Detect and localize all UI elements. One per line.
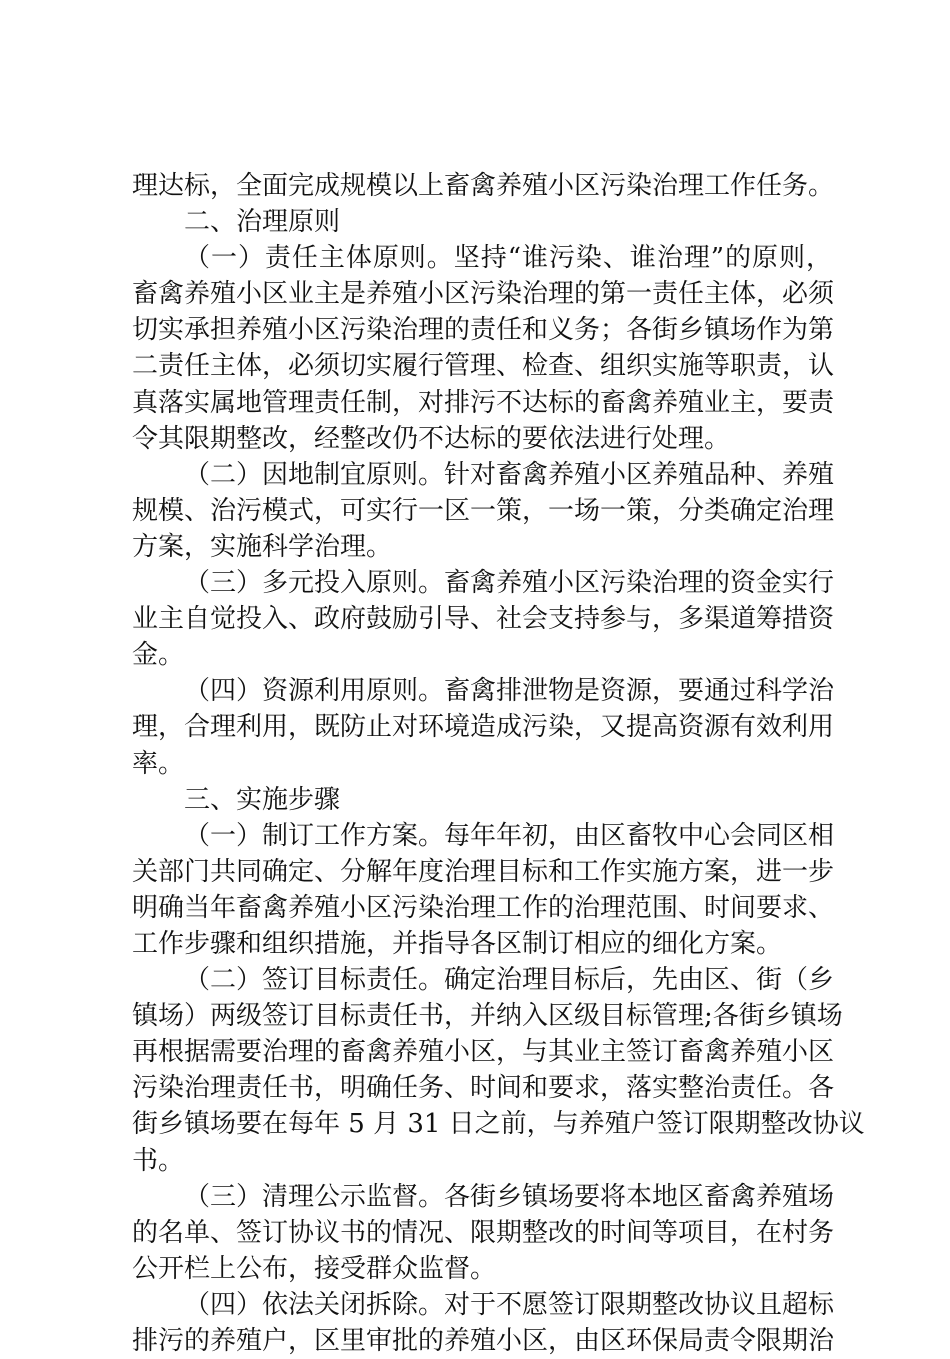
text-line: 镇场）两级签订目标责任书，并纳入区级目标管理;各街乡镇场 [132,1001,843,1032]
text-line: 工作步骤和组织措施，并指导各区制订相应的细化方案。 [132,928,783,959]
text-line: （二）因地制宜原则。针对畜禽养殖小区养殖品种、养殖 [184,459,835,490]
text-line: 公开栏上公布，接受群众监督。 [132,1253,497,1284]
text-line: 理，合理利用，既防止对环境造成污染，又提高资源有效利用 [132,712,835,743]
text-line: 切实承担养殖小区污染治理的责任和义务；各街乡镇场作为第 [132,315,835,346]
text-line: 规模、治污模式，可实行一区一策，一场一策，分类确定治理 [132,495,835,526]
text-line: 的名单、签订协议书的情况、限期整改的时间等项目，在村务 [132,1217,835,1248]
text-line: （二）签订目标责任。确定治理目标后，先由区、街（乡 [184,965,835,996]
text-line: 书。 [132,1145,185,1176]
text-line: （一）制订工作方案。每年年初，由区畜牧中心会同区相 [184,820,835,851]
text-line: （三）清理公示监督。各街乡镇场要将本地区畜禽养殖场 [184,1181,835,1212]
text-line: （四）资源利用原则。畜禽排泄物是资源，要通过科学治 [184,676,835,707]
text-line: 令其限期整改，经整改仍不达标的要依法进行处理。 [132,423,731,454]
text-line: （四）依法关闭拆除。对于不愿签订限期整改协议且超标 [184,1289,835,1320]
text-line: （一）责任主体原则。坚持“谁污染、谁治理”的原则， [184,243,832,274]
text-line: 方案，实施科学治理。 [132,531,393,562]
text-line: 金。 [132,640,185,671]
text-line: （三）多元投入原则。畜禽养殖小区污染治理的资金实行 [184,568,835,599]
text-line: 污染治理责任书，明确任务、时间和要求，落实整治责任。各 [132,1073,835,1104]
text-line: 理达标，全面完成规模以上畜禽养殖小区污染治理工作任务。 [132,171,835,201]
text-line: 业主自觉投入、政府鼓励引导、社会支持参与，多渠道筹措资 [132,604,835,635]
text-line: 二责任主体，必须切实履行管理、检查、组织实施等职责，认 [132,351,835,382]
text-line: 明确当年畜禽养殖小区污染治理工作的治理范围、时间要求、 [132,892,835,923]
text-line: 二、治理原则 [184,207,341,238]
document-page [132,168,865,1359]
text-line: 关部门共同确定、分解年度治理目标和工作实施方案，进一步 [132,856,835,887]
text-line: 真落实属地管理责任制，对排污不达标的畜禽养殖业主，要责 [132,387,835,418]
text-line: 三、实施步骤 [184,784,341,815]
text-line: 再根据需要治理的畜禽养殖小区，与其业主签订畜禽养殖小区 [132,1037,835,1068]
text-line: 排污的养殖户，区里审批的养殖小区，由区环保局责令限期治 [132,1326,835,1356]
text-line: 街乡镇场要在每年 5 月 31 日之前，与养殖户签订限期整改协议 [132,1109,865,1140]
text-line: 畜禽养殖小区业主是养殖小区污染治理的第一责任主体，必须 [132,279,835,310]
text-line: 率。 [132,748,185,779]
